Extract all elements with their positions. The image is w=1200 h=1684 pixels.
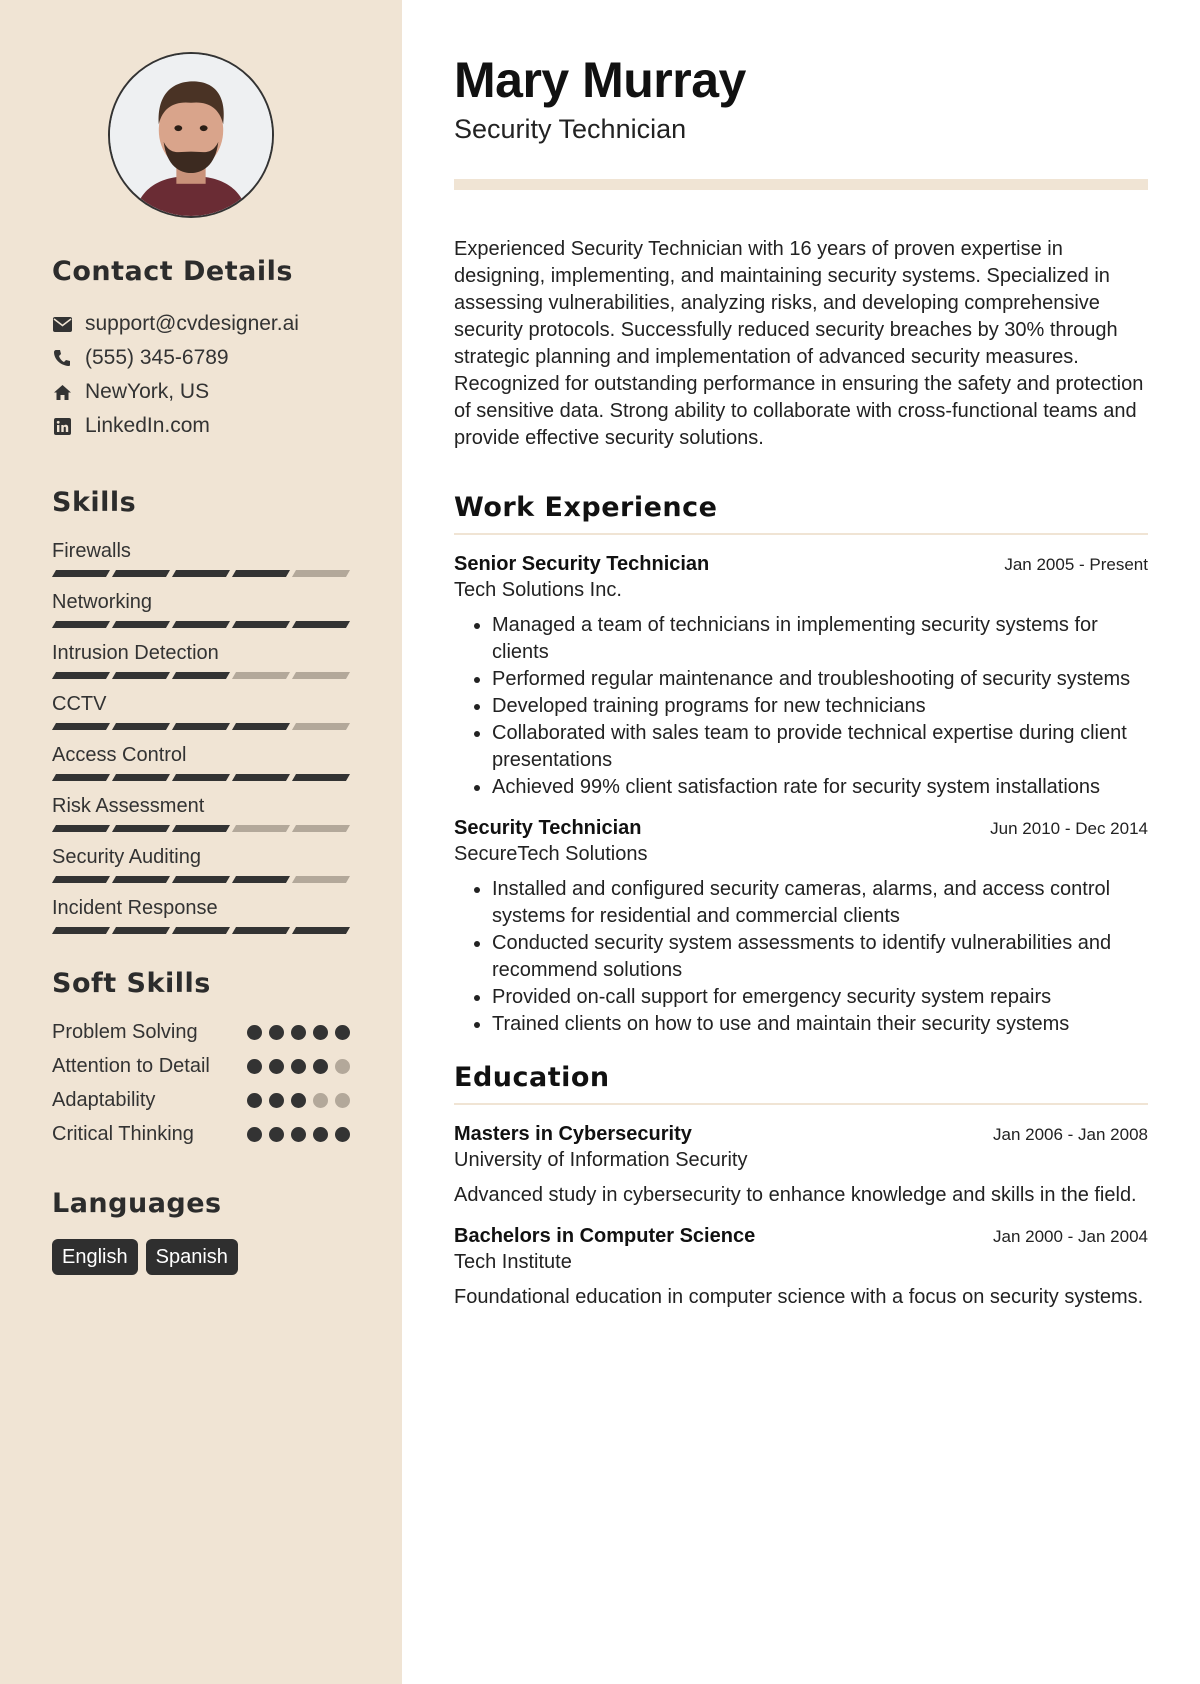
skill-bar-filled [232, 876, 290, 883]
job-bullet: • Provided on-call support for emergency security system repairs [492, 984, 1148, 1011]
skill-item [52, 742, 350, 781]
skill-bar-filled [172, 825, 230, 832]
skill-bar-filled [52, 570, 110, 577]
skill-bar-filled [172, 774, 230, 781]
job-company: Tech Solutions Inc. [454, 579, 622, 601]
job-bullet: • Performed regular maintenance and troubleshooting of security systems [492, 666, 1148, 693]
job-bullet: • Developed training programs for new technicians [492, 693, 1148, 720]
skill-level-bars [52, 570, 350, 577]
skills-list [52, 538, 350, 934]
contact-phone[interactable] [52, 341, 350, 375]
accent-divider [454, 179, 1148, 190]
skill-bar-filled [292, 621, 350, 628]
skill-item [52, 538, 350, 577]
level-dot-filled [291, 1127, 306, 1142]
level-dot-empty [313, 1093, 328, 1108]
level-dot-filled [247, 1127, 262, 1142]
degree-date: Jan 2000 - Jan 2004 [992, 1227, 1148, 1246]
contact-email-text: support@cvdesigner.ai [85, 312, 299, 335]
contact-email[interactable] [52, 307, 350, 341]
level-dot-filled [247, 1093, 262, 1108]
avatar-illustration [110, 54, 272, 216]
job-bullets [454, 876, 1148, 1038]
level-dot-filled [247, 1059, 262, 1074]
phone-icon [52, 348, 72, 368]
level-dot-filled [247, 1025, 262, 1040]
skill-bar-empty [292, 570, 350, 577]
level-dot-filled [269, 1127, 284, 1142]
home-icon [52, 382, 72, 402]
job-bullet: • Achieved 99% client satisfaction rate for security system installations [492, 774, 1148, 801]
contact-heading: Contact Details [52, 256, 293, 287]
work-entry [454, 551, 1148, 801]
skill-bar-empty [232, 672, 290, 679]
level-dot-filled [313, 1025, 328, 1040]
skill-bar-filled [112, 570, 170, 577]
level-dot-filled [269, 1059, 284, 1074]
language-tags [52, 1239, 350, 1275]
skill-bar-filled [232, 570, 290, 577]
skill-bar-filled [52, 672, 110, 679]
soft-skill-level-dots [247, 1087, 350, 1108]
education-entry [454, 1223, 1148, 1311]
soft-skill-name: Problem Solving [52, 1021, 198, 1043]
job-date: Jun 2010 - Dec 2014 [990, 819, 1148, 838]
soft-skill-item [52, 1087, 350, 1114]
contact-linkedin-text: LinkedIn.com [85, 414, 210, 437]
job-bullet: • Conducted security system assessments to identify vulnerabilities and recommend solutions [492, 930, 1148, 984]
contact-linkedin[interactable] [52, 409, 350, 443]
skill-bar-empty [292, 825, 350, 832]
level-dot-filled [313, 1059, 328, 1074]
education-section [454, 1062, 1148, 1311]
contact-list [52, 307, 350, 443]
language-tag-english: English [52, 1239, 138, 1275]
job-bullet: • Managed a team of technicians in implementing security systems for clients [492, 612, 1148, 666]
skill-name: Incident Response [52, 897, 218, 919]
skills-heading: Skills [52, 487, 137, 518]
skill-item [52, 691, 350, 730]
contact-location-text: NewYork, US [85, 380, 210, 403]
job-bullet: • Trained clients on how to use and maintain their security systems [492, 1011, 1148, 1038]
soft-skills-list [52, 1019, 350, 1148]
soft-skill-item [52, 1121, 350, 1148]
soft-skills-heading: Soft Skills [52, 968, 211, 999]
level-dot-filled [269, 1025, 284, 1040]
skill-level-bars [52, 723, 350, 730]
sidebar [0, 0, 402, 1684]
level-dot-filled [335, 1025, 350, 1040]
skill-name: Networking [52, 591, 153, 613]
level-dot-filled [269, 1093, 284, 1108]
contact-section [52, 256, 350, 443]
skill-bar-filled [52, 825, 110, 832]
skill-bar-filled [172, 927, 230, 934]
degree-title: Masters in Cybersecurity [454, 1123, 692, 1145]
skill-level-bars [52, 672, 350, 679]
skill-bar-filled [172, 723, 230, 730]
skill-bar-empty [292, 876, 350, 883]
level-dot-filled [291, 1059, 306, 1074]
job-title: Senior Security Technician [454, 553, 710, 575]
skill-bar-filled [232, 621, 290, 628]
skill-item [52, 589, 350, 628]
job-bullet: • Installed and configured security cameras, alarms, and access control systems for residential and commercial clients [492, 876, 1148, 930]
job-title: Security Technician [454, 817, 642, 839]
candidate-name: Mary Murray [454, 52, 746, 108]
skill-item [52, 793, 350, 832]
skill-bar-filled [232, 723, 290, 730]
job-bullet: • Collaborated with sales team to provide technical expertise during client presentations [492, 720, 1148, 774]
skill-bar-filled [52, 723, 110, 730]
skill-bar-filled [112, 621, 170, 628]
skill-name: Firewalls [52, 540, 131, 562]
degree-school: Tech Institute [454, 1251, 572, 1273]
skill-item [52, 640, 350, 679]
skill-bar-filled [172, 570, 230, 577]
skill-level-bars [52, 774, 350, 781]
degree-description: Advanced study in cybersecurity to enhance knowledge and skills in the field. [454, 1184, 1137, 1206]
job-bullets [454, 612, 1148, 801]
skill-bar-filled [172, 621, 230, 628]
level-dot-filled [291, 1025, 306, 1040]
level-dot-empty [335, 1059, 350, 1074]
skill-level-bars [52, 876, 350, 883]
skill-level-bars [52, 927, 350, 934]
education-entry [454, 1121, 1148, 1209]
skill-bar-filled [52, 876, 110, 883]
degree-title: Bachelors in Computer Science [454, 1225, 756, 1247]
skill-bar-filled [112, 672, 170, 679]
skill-bar-filled [52, 774, 110, 781]
skill-name: Access Control [52, 744, 187, 766]
soft-skill-level-dots [247, 1019, 350, 1040]
soft-skill-level-dots [247, 1121, 350, 1142]
soft-skill-item [52, 1019, 350, 1046]
skill-bar-filled [292, 927, 350, 934]
summary-paragraph: Experienced Security Technician with 16 years of proven expertise in designing, implementing, and maintaining security systems. Specialized in assessing vulnerabilities, analyzing risks, and developing comprehensive security protocols. Successfully reduced security breaches by 30% through strategic planning and implementation of advanced security measures. Recognized for outstanding performance in ensuring the safety and protection of sensitive data. Strong ability to collaborate with cross-functional teams and provide effective security solutions. [454, 238, 1144, 449]
envelope-icon [52, 314, 72, 334]
soft-skill-item [52, 1053, 350, 1080]
soft-skill-name: Critical Thinking [52, 1123, 194, 1145]
degree-school: University of Information Security [454, 1149, 748, 1171]
level-dot-filled [313, 1127, 328, 1142]
level-dot-filled [291, 1093, 306, 1108]
skill-level-bars [52, 621, 350, 628]
skill-bar-filled [172, 876, 230, 883]
soft-skills-section [52, 968, 350, 1148]
skills-section [52, 487, 350, 934]
skill-name: CCTV [52, 693, 107, 715]
languages-heading: Languages [52, 1188, 222, 1219]
work-entry [454, 815, 1148, 1038]
skill-name: Risk Assessment [52, 795, 205, 817]
skill-item [52, 895, 350, 934]
languages-section [52, 1188, 350, 1275]
linkedin-icon [52, 416, 72, 436]
work-experience-section [454, 492, 1148, 1038]
skill-level-bars [52, 825, 350, 832]
soft-skill-name: Adaptability [52, 1089, 156, 1111]
job-date: Jan 2005 - Present [1004, 555, 1148, 574]
language-tag-spanish: Spanish [146, 1239, 238, 1275]
candidate-role: Security Technician [454, 114, 687, 144]
contact-location [52, 375, 350, 409]
skill-bar-filled [112, 774, 170, 781]
work-experience-heading: Work Experience [454, 492, 1148, 535]
skill-bar-filled [52, 621, 110, 628]
skill-name: Intrusion Detection [52, 642, 219, 664]
level-dot-empty [335, 1093, 350, 1108]
profile-photo [108, 52, 274, 218]
skill-bar-empty [232, 825, 290, 832]
skill-name: Security Auditing [52, 846, 201, 868]
contact-phone-text: (555) 345-6789 [85, 346, 229, 369]
skill-bar-filled [112, 723, 170, 730]
skill-bar-filled [112, 927, 170, 934]
job-company: SecureTech Solutions [454, 843, 648, 865]
skill-bar-empty [292, 723, 350, 730]
skill-bar-filled [232, 927, 290, 934]
skill-bar-filled [232, 774, 290, 781]
skill-bar-filled [172, 672, 230, 679]
skill-bar-filled [112, 876, 170, 883]
skill-bar-empty [292, 672, 350, 679]
skill-bar-filled [112, 825, 170, 832]
degree-description: Foundational education in computer science with a focus on security systems. [454, 1286, 1144, 1308]
skill-bar-filled [52, 927, 110, 934]
education-heading: Education [454, 1062, 1148, 1105]
main-content [454, 0, 1148, 1335]
soft-skill-name: Attention to Detail [52, 1055, 210, 1077]
level-dot-filled [335, 1127, 350, 1142]
soft-skill-level-dots [247, 1053, 350, 1074]
skill-bar-filled [292, 774, 350, 781]
degree-date: Jan 2006 - Jan 2008 [992, 1125, 1148, 1144]
skill-item [52, 844, 350, 883]
